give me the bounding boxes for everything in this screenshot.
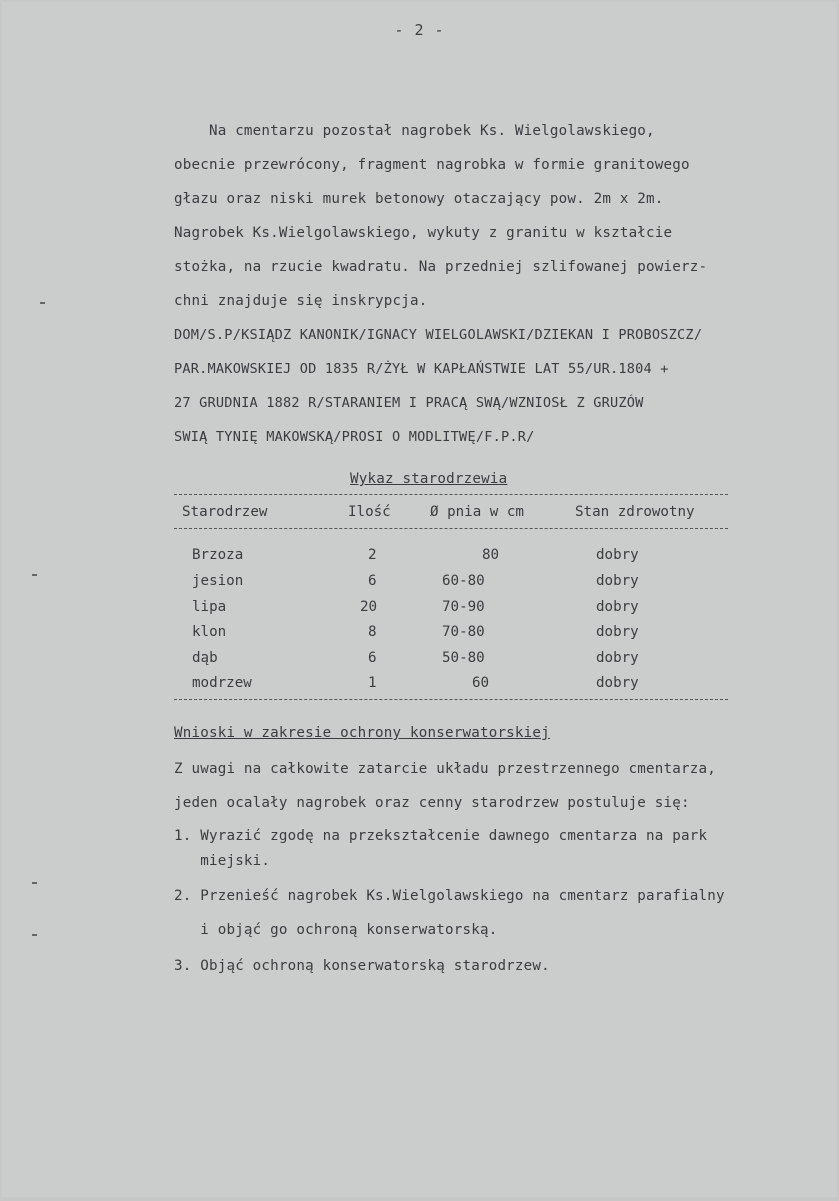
cell-count: 6 [368, 650, 377, 666]
margin-mark [32, 882, 37, 884]
paragraph-line: głazu oraz niski murek betonowy otaczający pow. 2m x 2m. [174, 191, 664, 207]
cell-condition: dobry [596, 650, 639, 666]
cell-condition: dobry [596, 547, 639, 563]
cell-diameter: 60 [472, 675, 490, 691]
cell-diameter: 60-80 [442, 573, 485, 589]
paragraph-line: obecnie przewrócony, fragment nagrobka w formie granitowego [174, 157, 690, 173]
inscription-line: DOM/S.P/KSIĄDZ KANONIK/IGNACY WIELGOLAWSKI/DZIEKAN I PROBOSZCZ/ [174, 327, 703, 343]
list-item-line: 1. Wyrazić zgodę na przekształcenie dawnego cmentarza na park [174, 828, 708, 844]
paragraph-line: Na cmentarzu pozostał nagrobek Ks. Wielgolawskiego, [174, 123, 655, 139]
document-page [2, 2, 837, 1197]
cell-count: 20 [360, 599, 378, 615]
cell-species: modrzew [192, 675, 252, 691]
paragraph-line: chni znajduje się inskrypcja. [174, 293, 428, 309]
inscription-line: PAR.MAKOWSKIEJ OD 1835 R/ŻYŁ W KAPŁAŃSTWIE LAT 55/UR.1804 + [174, 361, 669, 377]
cell-species: klon [192, 624, 227, 640]
cell-condition: dobry [596, 599, 639, 615]
cell-diameter: 70-90 [442, 599, 485, 615]
cell-count: 2 [368, 547, 377, 563]
header-condition: Stan zdrowotny [575, 504, 695, 520]
conclusions-intro-line: Z uwagi na całkowite zatarcie układu przestrzennego cmentarza, [174, 761, 716, 777]
list-item-line: miejski. [174, 853, 271, 869]
cell-diameter: 80 [482, 547, 500, 563]
cell-count: 1 [368, 675, 377, 691]
header-diameter: Ø pnia w cm [430, 504, 524, 520]
cell-diameter: 50-80 [442, 650, 485, 666]
cell-count: 8 [368, 624, 377, 640]
cell-species: dąb [192, 650, 218, 666]
page-number: - 2 - [394, 21, 445, 39]
paragraph-line: Nagrobek Ks.Wielgolawskiego, wykuty z granitu w kształcie [174, 225, 673, 241]
list-item-line: 3. Objąć ochroną konserwatorską starodrzew. [174, 958, 550, 974]
list-item-line: i objąć go ochroną konserwatorską. [174, 922, 498, 938]
inscription-line: 27 GRUDNIA 1882 R/STARANIEM I PRACĄ SWĄ/WZNIOSŁ Z GRUZÓW [174, 395, 644, 411]
cell-species: jesion [192, 573, 244, 589]
inscription-line: SWIĄ TYNIĘ MAKOWSKĄ/PROSI O MODLITWĘ/F.P.R/ [174, 429, 535, 445]
header-count: Ilość [348, 504, 391, 520]
table-rule [174, 699, 728, 700]
table-rule [174, 494, 728, 495]
margin-mark [40, 302, 45, 304]
cell-count: 6 [368, 573, 377, 589]
paragraph-line: stożka, na rzucie kwadratu. Na przedniej szlifowanej powierz- [174, 259, 708, 275]
conclusions-intro-line: jeden ocalały nagrobek oraz cenny starodrzew postuluje się: [174, 795, 690, 811]
list-item-line: 2. Przenieść nagrobek Ks.Wielgolawskiego na cmentarz parafialny [174, 888, 725, 904]
cell-condition: dobry [596, 573, 639, 589]
margin-mark [32, 574, 37, 576]
table-title: Wykaz starodrzewia [350, 471, 508, 487]
header-species: Starodrzew [182, 504, 268, 520]
cell-condition: dobry [596, 675, 639, 691]
margin-mark [32, 934, 37, 936]
conclusions-heading: Wnioski w zakresie ochrony konserwatorskiej [174, 725, 550, 741]
table-rule [174, 528, 728, 529]
cell-species: Brzoza [192, 547, 244, 563]
cell-species: lipa [192, 599, 227, 615]
cell-diameter: 70-80 [442, 624, 485, 640]
cell-condition: dobry [596, 624, 639, 640]
